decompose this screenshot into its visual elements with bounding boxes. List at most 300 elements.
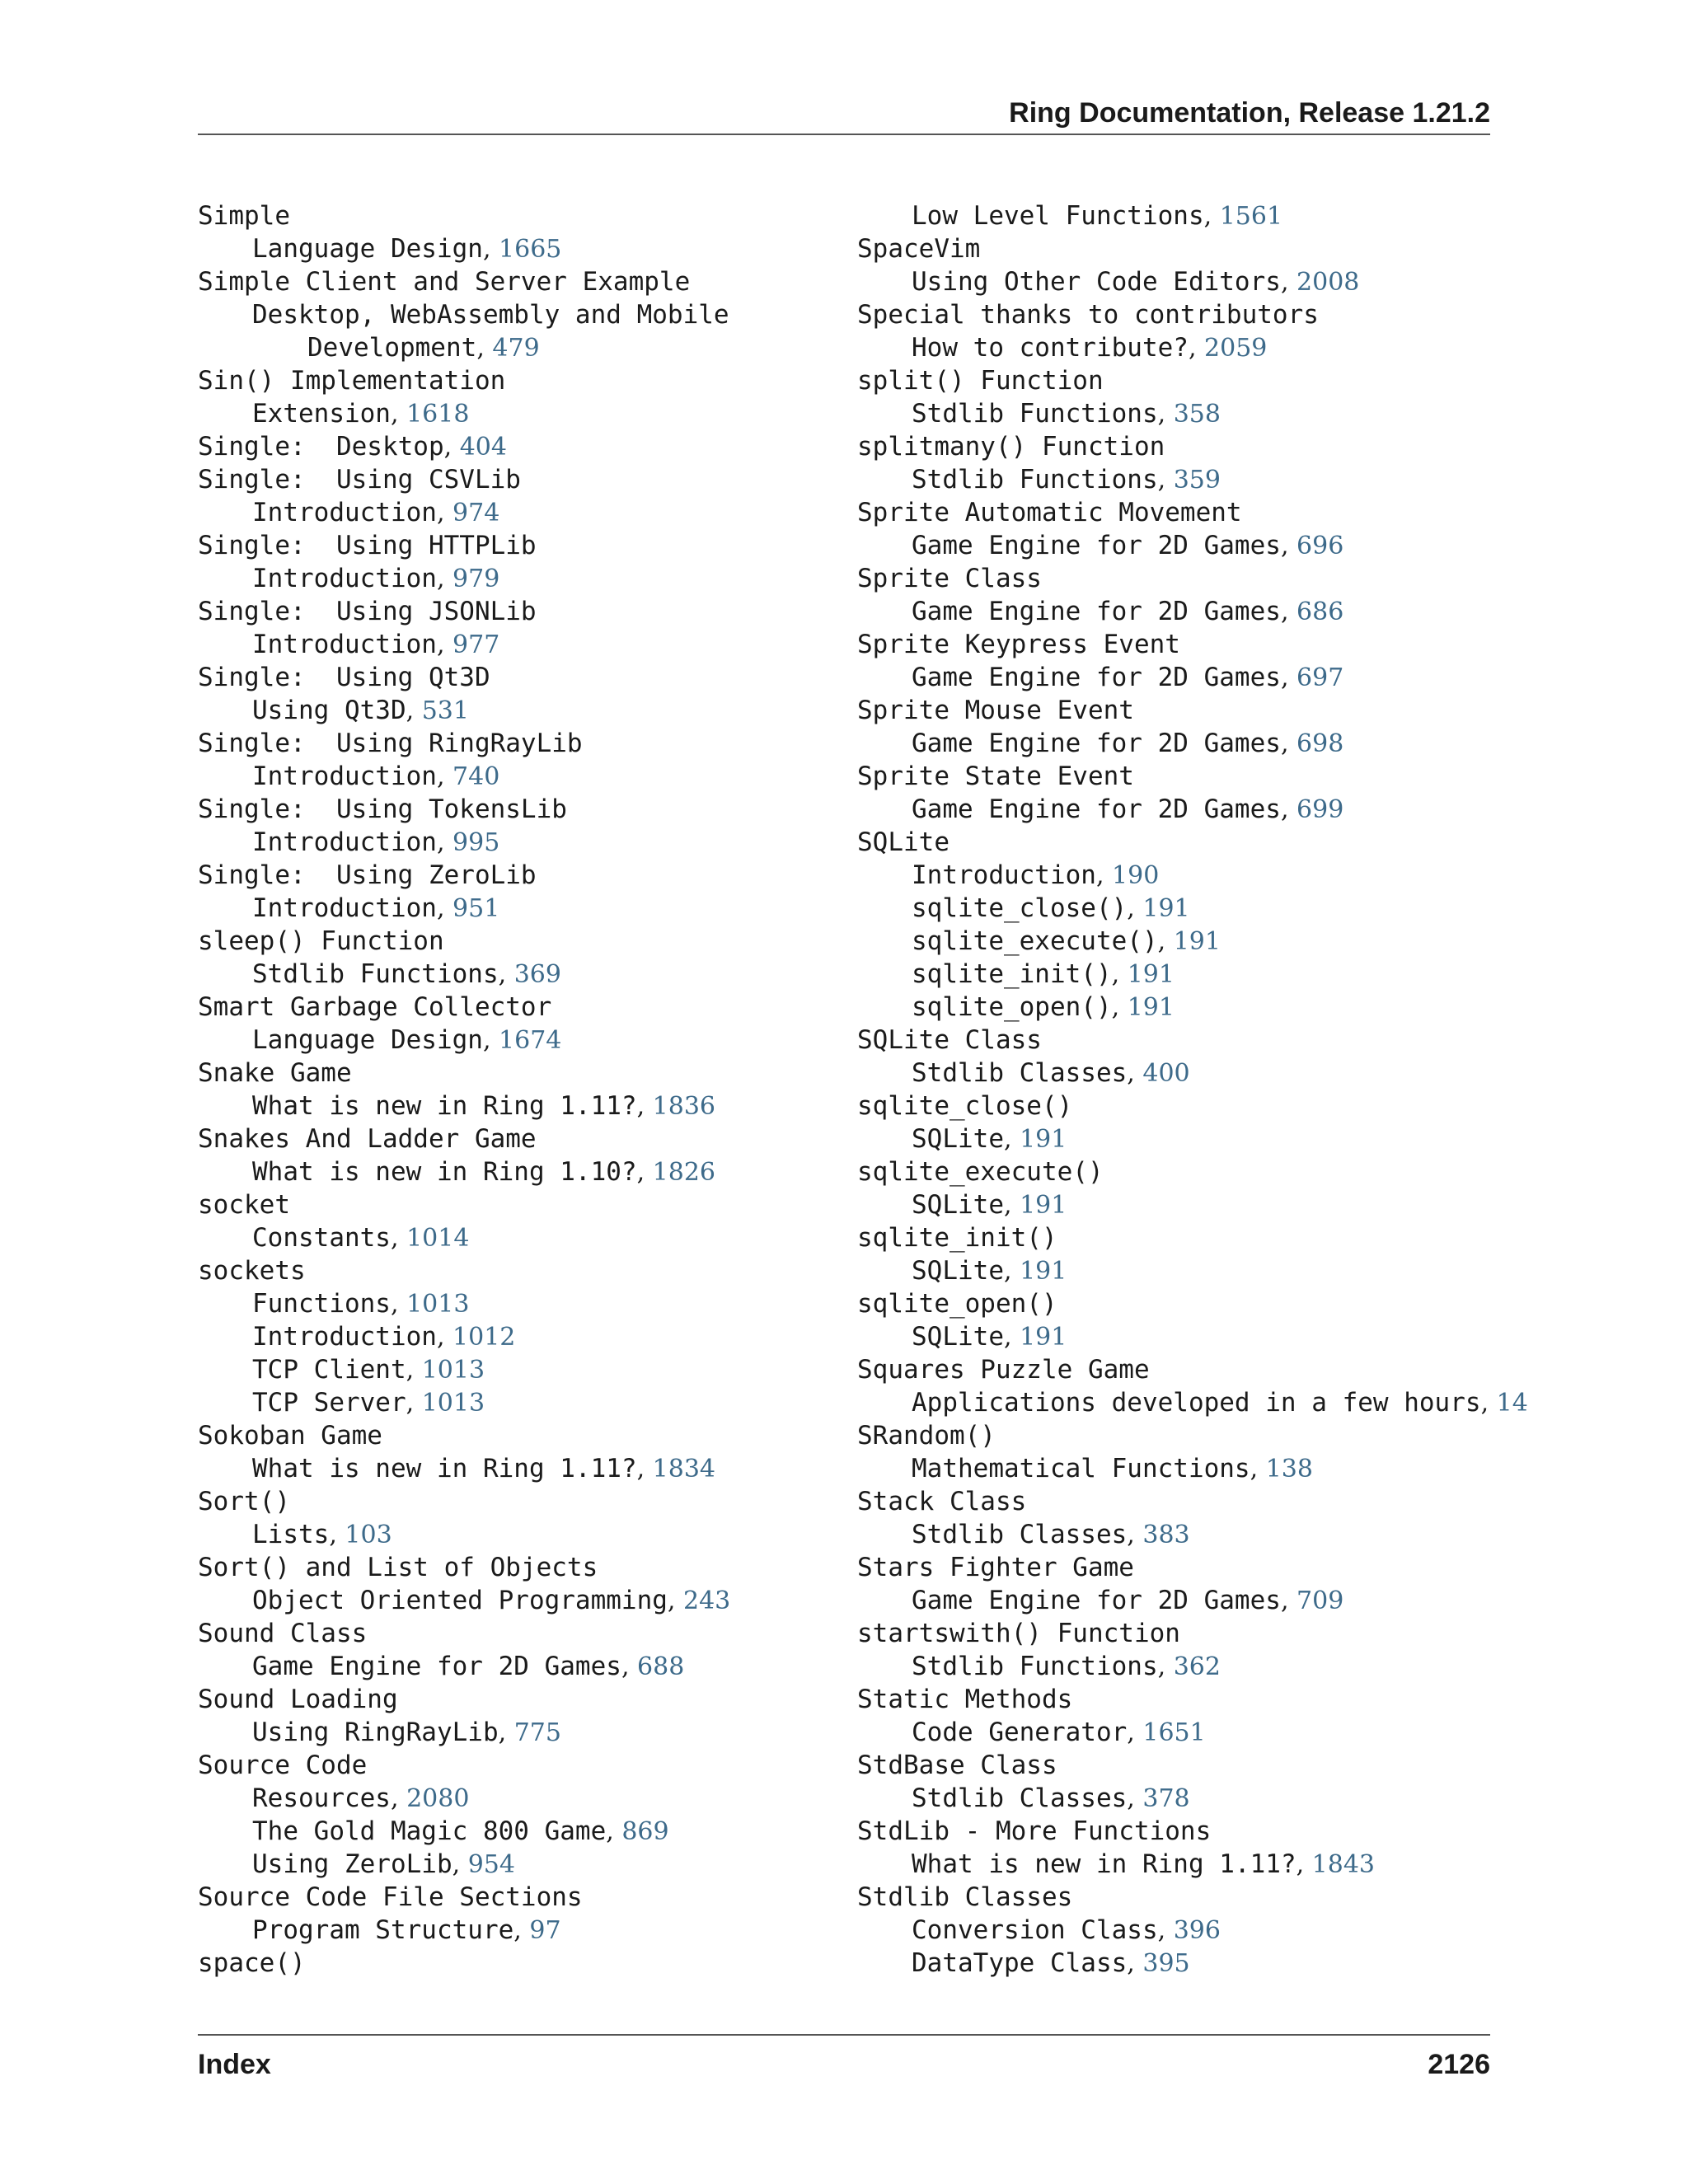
index-term: space(): [198, 1948, 306, 1978]
index-entry: [198, 1947, 857, 1980]
index-term: SQLite: [912, 1322, 1004, 1352]
index-separator: ,: [452, 1850, 468, 1879]
index-entry: [198, 529, 857, 562]
index-term: DataType Class: [912, 1948, 1128, 1978]
index-entry: [198, 364, 857, 397]
index-subentry: [198, 694, 857, 727]
index-term: splitmany() Function: [857, 432, 1165, 462]
index-separator: ,: [1003, 1191, 1020, 1220]
index-column-left: [198, 199, 857, 1980]
index-separator: ,: [636, 1158, 653, 1187]
index-term: Lists: [252, 1520, 330, 1549]
index-subentry: [198, 1155, 857, 1188]
page-reference-link[interactable]: 358: [1173, 400, 1221, 429]
index-subentry: [857, 1254, 1517, 1287]
page-reference-link[interactable]: 699: [1296, 795, 1344, 824]
index-term: Snake Game: [198, 1058, 352, 1088]
index-entry: [857, 760, 1517, 793]
index-entry: [198, 1749, 857, 1782]
index-entry: [198, 265, 857, 298]
index-term: Development: [307, 333, 477, 363]
index-term: Using Other Code Editors: [912, 267, 1281, 297]
page-reference-link[interactable]: 696: [1296, 532, 1344, 560]
page-reference-link[interactable]: 1651: [1142, 1718, 1206, 1747]
index-entry: [857, 1881, 1517, 1914]
page-reference-link[interactable]: 686: [1296, 598, 1344, 626]
index-term: Program Structure: [252, 1915, 514, 1945]
index-term: Low Level Functions: [912, 201, 1204, 231]
page-reference-link[interactable]: 191: [1127, 993, 1175, 1022]
index-separator: ,: [498, 960, 514, 989]
page-reference-link[interactable]: 1013: [421, 1389, 485, 1418]
index-entry: [857, 1683, 1517, 1716]
index-subentry: [198, 397, 857, 430]
index-separator: ,: [1280, 663, 1297, 692]
index-term: Special thanks to contributors: [857, 300, 1319, 330]
index-term: What is new in Ring 1.11?: [252, 1454, 637, 1483]
page-reference-link[interactable]: 1836: [652, 1092, 716, 1121]
page-reference-link[interactable]: 954: [467, 1850, 515, 1879]
page-reference-link[interactable]: 1674: [499, 1026, 562, 1055]
index-term: Introduction: [252, 630, 437, 659]
index-term: How to contribute?: [912, 333, 1189, 363]
page-reference-link[interactable]: 2008: [1296, 268, 1360, 297]
page-reference-link[interactable]: 191: [1020, 1191, 1067, 1220]
index-subentry: [857, 859, 1517, 892]
index-entry: [857, 364, 1517, 397]
index-entry: [857, 562, 1517, 595]
index-subentry: [198, 298, 857, 331]
index-term: The Gold Magic 800 Game: [252, 1816, 607, 1846]
index-term: SQLite: [912, 1124, 1004, 1154]
index-entry: [198, 595, 857, 628]
index-separator: ,: [1280, 598, 1297, 626]
index-entry: [857, 1617, 1517, 1650]
index-term: Smart Garbage Collector: [198, 992, 552, 1022]
index-term: Sort(): [198, 1487, 290, 1516]
index-term: Single: Using CSVLib: [198, 465, 521, 494]
index-entry: [857, 1024, 1517, 1057]
page-reference-link[interactable]: 243: [683, 1586, 731, 1615]
page-reference-link[interactable]: 14: [1496, 1389, 1528, 1418]
index-column-right: [857, 199, 1528, 1980]
index-subentry: [857, 1188, 1517, 1221]
page-reference-link[interactable]: 383: [1142, 1521, 1190, 1549]
page-reference-link[interactable]: 1014: [406, 1224, 470, 1253]
index-subentry: [857, 1057, 1517, 1090]
index-subentry: [857, 1650, 1517, 1683]
index-subentry: [857, 265, 1517, 298]
page-reference-link[interactable]: 396: [1173, 1916, 1221, 1945]
running-footer: [198, 2034, 1490, 2087]
index-term: Using RingRayLib: [252, 1718, 499, 1747]
index-separator: ,: [1157, 1916, 1174, 1945]
index-entry: [198, 727, 857, 760]
index-term: Single: Using Qt3D: [198, 663, 490, 692]
index-term: sqlite_open(): [912, 992, 1112, 1022]
index-entry: [857, 1749, 1517, 1782]
index-subentry: [198, 1518, 857, 1551]
index-subentry: [857, 1782, 1517, 1815]
index-entry: [857, 496, 1517, 529]
index-term: Sound Class: [198, 1619, 368, 1648]
index-subentry: [857, 1320, 1517, 1353]
index-subentry: [857, 1386, 1528, 1419]
index-separator: ,: [513, 1916, 530, 1945]
index-term: Using Qt3D: [252, 696, 406, 725]
running-header: [198, 92, 1490, 135]
index-entry: [857, 694, 1517, 727]
index-subentry: [198, 1716, 857, 1749]
index-separator: ,: [1157, 1652, 1174, 1681]
index-separator: ,: [1188, 334, 1205, 363]
index-separator: ,: [443, 433, 460, 462]
index-entry: [198, 793, 857, 826]
index-subentry: [857, 1914, 1517, 1947]
index-separator: ,: [1111, 993, 1128, 1022]
index-term: Sprite Class: [857, 564, 1042, 593]
index-term: Source Code: [198, 1750, 368, 1780]
index-entry: [198, 1254, 857, 1287]
page-reference-link[interactable]: 395: [1142, 1949, 1190, 1978]
index-entry: [198, 661, 857, 694]
index-term: sqlite_execute(): [912, 926, 1158, 956]
page-reference-link[interactable]: 1012: [452, 1323, 516, 1352]
page-reference-link[interactable]: 1843: [1311, 1850, 1376, 1879]
index-subentry: [198, 1221, 857, 1254]
page-reference-link[interactable]: 138: [1265, 1455, 1313, 1483]
index-separator: ,: [476, 334, 493, 363]
page-reference-link[interactable]: 977: [452, 630, 500, 659]
index-term: Stdlib Functions: [912, 1652, 1158, 1681]
index-subentry: [198, 1353, 857, 1386]
index-term: Game Engine for 2D Games: [912, 597, 1281, 626]
page-reference-link[interactable]: 709: [1296, 1586, 1344, 1615]
page-reference-link[interactable]: 191: [1142, 894, 1190, 923]
index-separator: ,: [636, 1455, 653, 1483]
index-term: Introduction: [252, 827, 437, 857]
index-subentry: [857, 1947, 1517, 1980]
index-term: Static Methods: [857, 1685, 1073, 1714]
index-separator: ,: [406, 1356, 422, 1385]
index-term: Sound Loading: [198, 1685, 398, 1714]
index-term: Sprite State Event: [857, 762, 1134, 791]
page-reference-link[interactable]: 1834: [652, 1455, 716, 1483]
index-term: Stack Class: [857, 1487, 1027, 1516]
index-term: Single: Using RingRayLib: [198, 729, 583, 758]
page-reference-link[interactable]: 2059: [1204, 334, 1268, 363]
index-separator: ,: [606, 1817, 622, 1846]
page-reference-link[interactable]: 698: [1296, 729, 1344, 758]
page-reference-link[interactable]: 531: [421, 696, 469, 725]
index-separator: ,: [436, 762, 453, 791]
index-entry: [857, 430, 1517, 463]
index-entry: [857, 1815, 1517, 1848]
index-subentry: [198, 826, 857, 859]
index-term: Stdlib Classes: [912, 1058, 1128, 1088]
page-reference-link[interactable]: 479: [492, 334, 540, 363]
index-term: Sprite Mouse Event: [857, 696, 1134, 725]
index-term: Single: Using HTTPLib: [198, 531, 537, 560]
index-term: Resources: [252, 1783, 391, 1813]
index-separator: ,: [1480, 1389, 1497, 1418]
document-title: Ring Documentation, Release 1.21.2: [1009, 97, 1490, 129]
index-separator: ,: [1296, 1850, 1312, 1879]
page-reference-link[interactable]: 190: [1112, 861, 1160, 890]
index-separator: ,: [390, 400, 407, 429]
index-term: Simple Client and Server Example: [198, 267, 691, 297]
index-entry: [857, 1551, 1517, 1584]
page-reference-link[interactable]: 979: [452, 565, 500, 593]
index-subentry: [857, 1848, 1517, 1881]
page-reference-link[interactable]: 191: [1020, 1257, 1067, 1286]
index-separator: ,: [1127, 1949, 1143, 1978]
index-entry: [198, 1485, 857, 1518]
index-separator: ,: [1280, 1586, 1297, 1615]
index-term: TCP Server: [252, 1388, 406, 1418]
index-term: sqlite_close(): [857, 1091, 1073, 1121]
page-reference-link[interactable]: 191: [1020, 1125, 1067, 1154]
index-entry: [857, 1485, 1517, 1518]
index-term: What is new in Ring 1.10?: [252, 1157, 637, 1187]
index-subentry: [198, 562, 857, 595]
page-reference-link[interactable]: 1826: [652, 1158, 716, 1187]
index-term: Game Engine for 2D Games: [912, 1586, 1281, 1615]
index-term: Introduction: [912, 860, 1096, 890]
page-reference-link[interactable]: 2080: [406, 1784, 470, 1813]
page-reference-link[interactable]: 191: [1020, 1323, 1067, 1352]
index-term: Stdlib Functions: [252, 959, 499, 989]
page-reference-link[interactable]: 951: [452, 894, 500, 923]
index-term: SQLite: [912, 1190, 1004, 1220]
page-reference-link[interactable]: 404: [459, 433, 507, 462]
index-entry: [198, 1188, 857, 1221]
index-subentry: [857, 529, 1517, 562]
index-term: sleep() Function: [198, 926, 444, 956]
index-entry: [198, 925, 857, 958]
index-separator: ,: [1127, 1521, 1143, 1549]
page-reference-link[interactable]: 740: [452, 762, 500, 791]
index-separator: ,: [1127, 1718, 1143, 1747]
page-reference-link[interactable]: 400: [1142, 1059, 1190, 1088]
index-subentry: [198, 232, 857, 265]
index-term: Game Engine for 2D Games: [912, 729, 1281, 758]
index-term: Single: Using TokensLib: [198, 794, 567, 824]
index-term: sqlite_execute(): [857, 1157, 1104, 1187]
index-term: Sprite Automatic Movement: [857, 498, 1242, 527]
index-entry: [857, 628, 1517, 661]
index-subentry: [198, 892, 857, 925]
index-entry: [857, 1287, 1517, 1320]
index-term: Game Engine for 2D Games: [912, 794, 1281, 824]
index-term: Single: Using ZeroLib: [198, 860, 537, 890]
index-term: Functions: [252, 1289, 391, 1319]
index-separator: ,: [482, 235, 499, 264]
index-term: Conversion Class: [912, 1915, 1158, 1945]
index-subentry: [198, 1090, 857, 1122]
index-subentry: [857, 991, 1517, 1024]
index-subentry: [857, 1452, 1517, 1485]
index-separator: ,: [436, 828, 453, 857]
index-entry: [198, 991, 857, 1024]
page-reference-link[interactable]: 378: [1142, 1784, 1190, 1813]
index-entry: [198, 1881, 857, 1914]
page-reference-link[interactable]: 995: [452, 828, 500, 857]
page-reference-link[interactable]: 775: [513, 1718, 561, 1747]
index-entry: [857, 1090, 1517, 1122]
index-separator: ,: [1095, 861, 1113, 890]
page-reference-link[interactable]: 1013: [406, 1290, 470, 1319]
index-separator: ,: [482, 1026, 499, 1055]
index-term: Language Design: [252, 234, 483, 264]
index-term: Introduction: [252, 893, 437, 923]
index-separator: ,: [406, 696, 422, 725]
index-separator: ,: [621, 1652, 638, 1681]
index-term: Stdlib Classes: [857, 1882, 1073, 1912]
page-reference-link[interactable]: 1561: [1219, 202, 1283, 231]
index-term: Introduction: [252, 564, 437, 593]
index-term: Game Engine for 2D Games: [252, 1652, 621, 1681]
index-subentry: [857, 463, 1517, 496]
index-term: Extension: [252, 399, 391, 429]
page-reference-link[interactable]: 103: [345, 1521, 392, 1549]
index-term: Sokoban Game: [198, 1421, 382, 1451]
index-subentry: [198, 1320, 857, 1353]
page-reference-link[interactable]: 191: [1173, 927, 1221, 956]
index-term: Applications developed in a few hours: [912, 1388, 1481, 1418]
index-subentry: [857, 331, 1517, 364]
index-entry: [198, 1122, 857, 1155]
index-term: startswith() Function: [857, 1619, 1180, 1648]
index-separator: ,: [1003, 1257, 1020, 1286]
index-separator: ,: [1280, 532, 1297, 560]
index-term: SQLite: [857, 827, 950, 857]
index-term: Code Generator: [912, 1718, 1128, 1747]
index-subentry: [198, 958, 857, 991]
page-reference-link[interactable]: 1013: [421, 1356, 485, 1385]
index-term: Mathematical Functions: [912, 1454, 1250, 1483]
index-term: sockets: [198, 1256, 306, 1286]
index-separator: ,: [390, 1784, 407, 1813]
index-separator: ,: [667, 1586, 683, 1615]
index-entry: [198, 1419, 857, 1452]
index-term: SpaceVim: [857, 234, 981, 264]
index-term: Game Engine for 2D Games: [912, 531, 1281, 560]
page-reference-link[interactable]: 359: [1173, 466, 1221, 494]
page-reference-link[interactable]: 97: [529, 1916, 561, 1945]
index-subentry: [198, 1287, 857, 1320]
index-term: Source Code File Sections: [198, 1882, 583, 1912]
index-term: Stdlib Classes: [912, 1783, 1128, 1813]
page-reference-link[interactable]: 362: [1173, 1652, 1221, 1681]
index-separator: ,: [1111, 960, 1128, 989]
index-term: Introduction: [252, 762, 437, 791]
index-subentry: [198, 1584, 857, 1617]
page-reference-link[interactable]: 191: [1127, 960, 1175, 989]
index-subentry: [198, 628, 857, 661]
index-separator: ,: [1157, 927, 1174, 956]
index-subentry: [857, 958, 1517, 991]
index-term: TCP Client: [252, 1355, 406, 1385]
index-term: Squares Puzzle Game: [857, 1355, 1150, 1385]
index-entry: [857, 1419, 1517, 1452]
index-separator: ,: [436, 565, 453, 593]
index-separator: ,: [329, 1521, 345, 1549]
index-term: split() Function: [857, 366, 1104, 396]
page-number: 2126: [1428, 2049, 1490, 2080]
index-subentry: [198, 1848, 857, 1881]
index-term: Stdlib Functions: [912, 399, 1158, 429]
index-separator: ,: [436, 630, 453, 659]
index-term: What is new in Ring 1.11?: [912, 1849, 1296, 1879]
index-term: Desktop, WebAssembly and Mobile: [252, 300, 729, 330]
index-separator: ,: [1127, 894, 1143, 923]
index-separator: ,: [1003, 1323, 1020, 1352]
index-separator: ,: [1280, 795, 1297, 824]
page-reference-link[interactable]: 369: [513, 960, 561, 989]
index-term: Stdlib Classes: [912, 1520, 1128, 1549]
page-reference-link[interactable]: 974: [452, 499, 500, 527]
index-separator: ,: [1280, 729, 1297, 758]
page-reference-link[interactable]: 869: [621, 1817, 669, 1846]
index-subentry: [198, 760, 857, 793]
index-entry: [198, 1683, 857, 1716]
index-term: sqlite_init(): [912, 959, 1112, 989]
page-reference-link[interactable]: 688: [637, 1652, 685, 1681]
index-subentry: [198, 1452, 857, 1485]
index-term: sqlite_init(): [857, 1223, 1057, 1253]
index-subentry: [857, 727, 1517, 760]
footer-section: Index: [198, 2049, 271, 2080]
index-subentry: [857, 1716, 1517, 1749]
index-subentry: [198, 1024, 857, 1057]
index-term: Using ZeroLib: [252, 1849, 452, 1879]
index-entry: [857, 1221, 1517, 1254]
index-separator: ,: [1157, 400, 1174, 429]
index-subentry: [198, 1386, 857, 1419]
index-separator: ,: [1157, 466, 1174, 494]
page-reference-link[interactable]: 1665: [499, 235, 562, 264]
index-subentry: [198, 496, 857, 529]
index-entry: [198, 1617, 857, 1650]
page-reference-link[interactable]: 1618: [406, 400, 470, 429]
index-separator: ,: [1127, 1059, 1143, 1088]
page-reference-link[interactable]: 697: [1296, 663, 1344, 692]
index-term: sqlite_close(): [912, 893, 1128, 923]
index-subentry: [198, 1914, 857, 1947]
index-term: StdBase Class: [857, 1750, 1057, 1780]
index-separator: ,: [406, 1389, 422, 1418]
index-term: Object Oriented Programming: [252, 1586, 668, 1615]
index-subentry: [857, 397, 1517, 430]
index-entry: [857, 1353, 1517, 1386]
index-separator: ,: [1003, 1125, 1020, 1154]
index-term: SRandom(): [857, 1421, 996, 1451]
index-term: Introduction: [252, 1322, 437, 1352]
index-subentry: [857, 1518, 1517, 1551]
index-entry: [857, 826, 1517, 859]
index-term: SQLite: [912, 1256, 1004, 1286]
index-separator: ,: [1250, 1455, 1266, 1483]
index-separator: ,: [436, 499, 453, 527]
index-entry: [198, 463, 857, 496]
index-subentry: [198, 331, 857, 364]
index-entry: [857, 1155, 1517, 1188]
index-subentry: [198, 1650, 857, 1683]
index-term: Stars Fighter Game: [857, 1553, 1134, 1582]
index-separator: ,: [1203, 202, 1220, 231]
index-term: What is new in Ring 1.11?: [252, 1091, 637, 1121]
